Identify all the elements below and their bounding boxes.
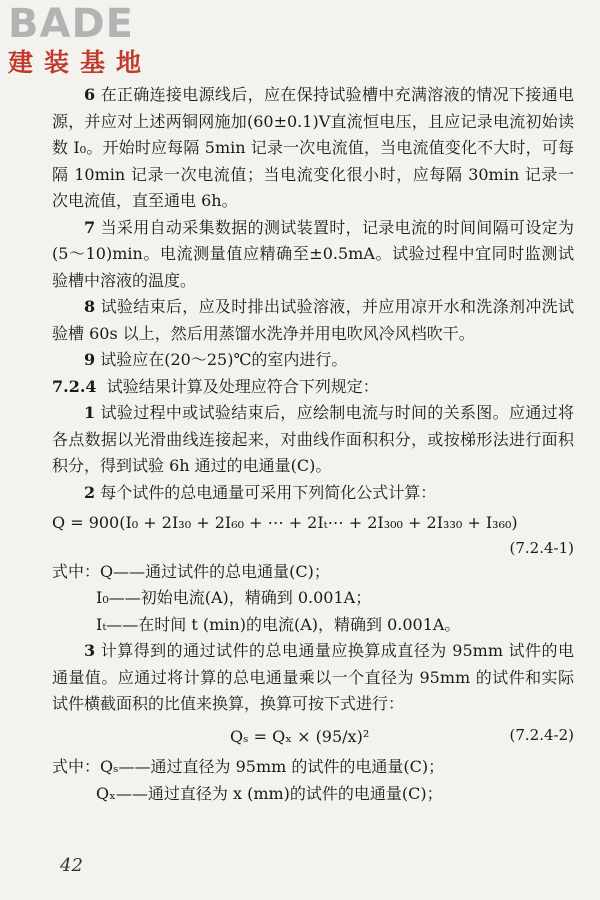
equation-number-2: (7.2.4-2) <box>509 725 574 744</box>
paragraph-text: 当采用自动采集数据的测试装置时，记录电流的时间间隔可设定为(5～10)min。电流测量值应精确至±0.5mA。试验过程中宜同时监测试验槽中溶液的温度。 <box>52 217 574 290</box>
clause-1 <box>52 400 574 480</box>
where-qs: 式中：Qₛ——通过直径为 95mm 的试件的电通量(C)； <box>52 757 445 776</box>
item-number: 7 <box>84 217 96 237</box>
item-number: 6 <box>84 85 96 104</box>
clause-3 <box>52 638 574 718</box>
paragraph-text: 试验应在(20～25)℃的室内进行。 <box>100 350 348 369</box>
where-i0: I₀——初始电流(A)，精确到 0.001A； <box>96 588 372 607</box>
where-it: Iₜ——在时间 t (min)的电流(A)，精确到 0.001A。 <box>96 614 461 634</box>
paragraph-text: 在正确连接电源线后，应在保持试验槽中充满溶液的情况下接通电源，并应对上述两铜网施加(60±0.1)V直流恒电压，且应记录电流初始读数 I₀。开始时应每隔 5min 记录一次电流值，当电流值变化不大时，可每隔 10min 记录一次电流值；当电流变化很小时，应每隔 30min 记录一次电流值，直至通电 6h。 <box>52 85 574 210</box>
section-heading: 试验结果计算及处理应符合下列规定： <box>106 376 379 396</box>
page-number: 42 <box>60 855 83 876</box>
item-number: 1 <box>84 403 96 422</box>
logo-latin-text: BADE <box>8 1 134 47</box>
item-number: 3 <box>84 641 96 660</box>
bade-logo <box>8 1 153 78</box>
paragraph-text: 每个试件的总电通量可采用下列简化公式计算： <box>100 482 437 502</box>
section-number: 7.2.4 <box>52 376 97 396</box>
paragraph-6 <box>52 82 574 215</box>
paragraph-text: 计算得到的通过试件的总电通量应换算成直径为 95mm 试件的电通量值。应通过将计算的总电通量乘以一个直径为 95mm 的试件和实际试件横截面积的比值来换算，换算可按下式进行： <box>52 641 574 713</box>
clause-2 <box>52 480 574 507</box>
document-body <box>52 82 574 807</box>
logo-chinese-text: 建装基地 <box>8 48 153 77</box>
formula-7-2-4-1: Q = 900(I₀ + 2I₃₀ + 2I₆₀ + ⋯ + 2Iₜ⋯ + 2I₃₀₀ + 2I₃₃₀ + I₃₆₀) <box>52 513 518 532</box>
formula-7-2-4-2: Qₛ = Qₓ × (95/x)² <box>230 726 370 746</box>
paragraph-7 <box>52 215 574 295</box>
paragraph-text: 试验过程中或试验结束后，应绘制电流与时间的关系图。应通过将各点数据以光滑曲线连接起来，对曲线作面积积分，或按梯形法进行面积积分，得到试验 6h 通过的电通量(C)。 <box>52 403 574 475</box>
paragraph-text: 试验结束后，应及时排出试验溶液，并应用凉开水和洗涤剂冲洗试验槽 60s 以上，然后用蒸馏水洗净并用电吹风冷风档吹干。 <box>52 297 574 343</box>
section-7-2-4 <box>52 374 574 401</box>
item-number: 9 <box>84 350 96 369</box>
equation-number-1: (7.2.4-1) <box>509 538 574 557</box>
paragraph-8 <box>52 294 574 347</box>
paragraph-9 <box>52 347 574 374</box>
item-number: 2 <box>84 482 96 502</box>
where-q: 式中：Q——通过试件的总电通量(C)； <box>52 561 330 581</box>
item-number: 8 <box>84 297 96 316</box>
formula-line-2 <box>52 724 574 751</box>
where-qx: Qₓ——通过直径为 x (mm)的试件的电通量(C)； <box>96 783 443 803</box>
